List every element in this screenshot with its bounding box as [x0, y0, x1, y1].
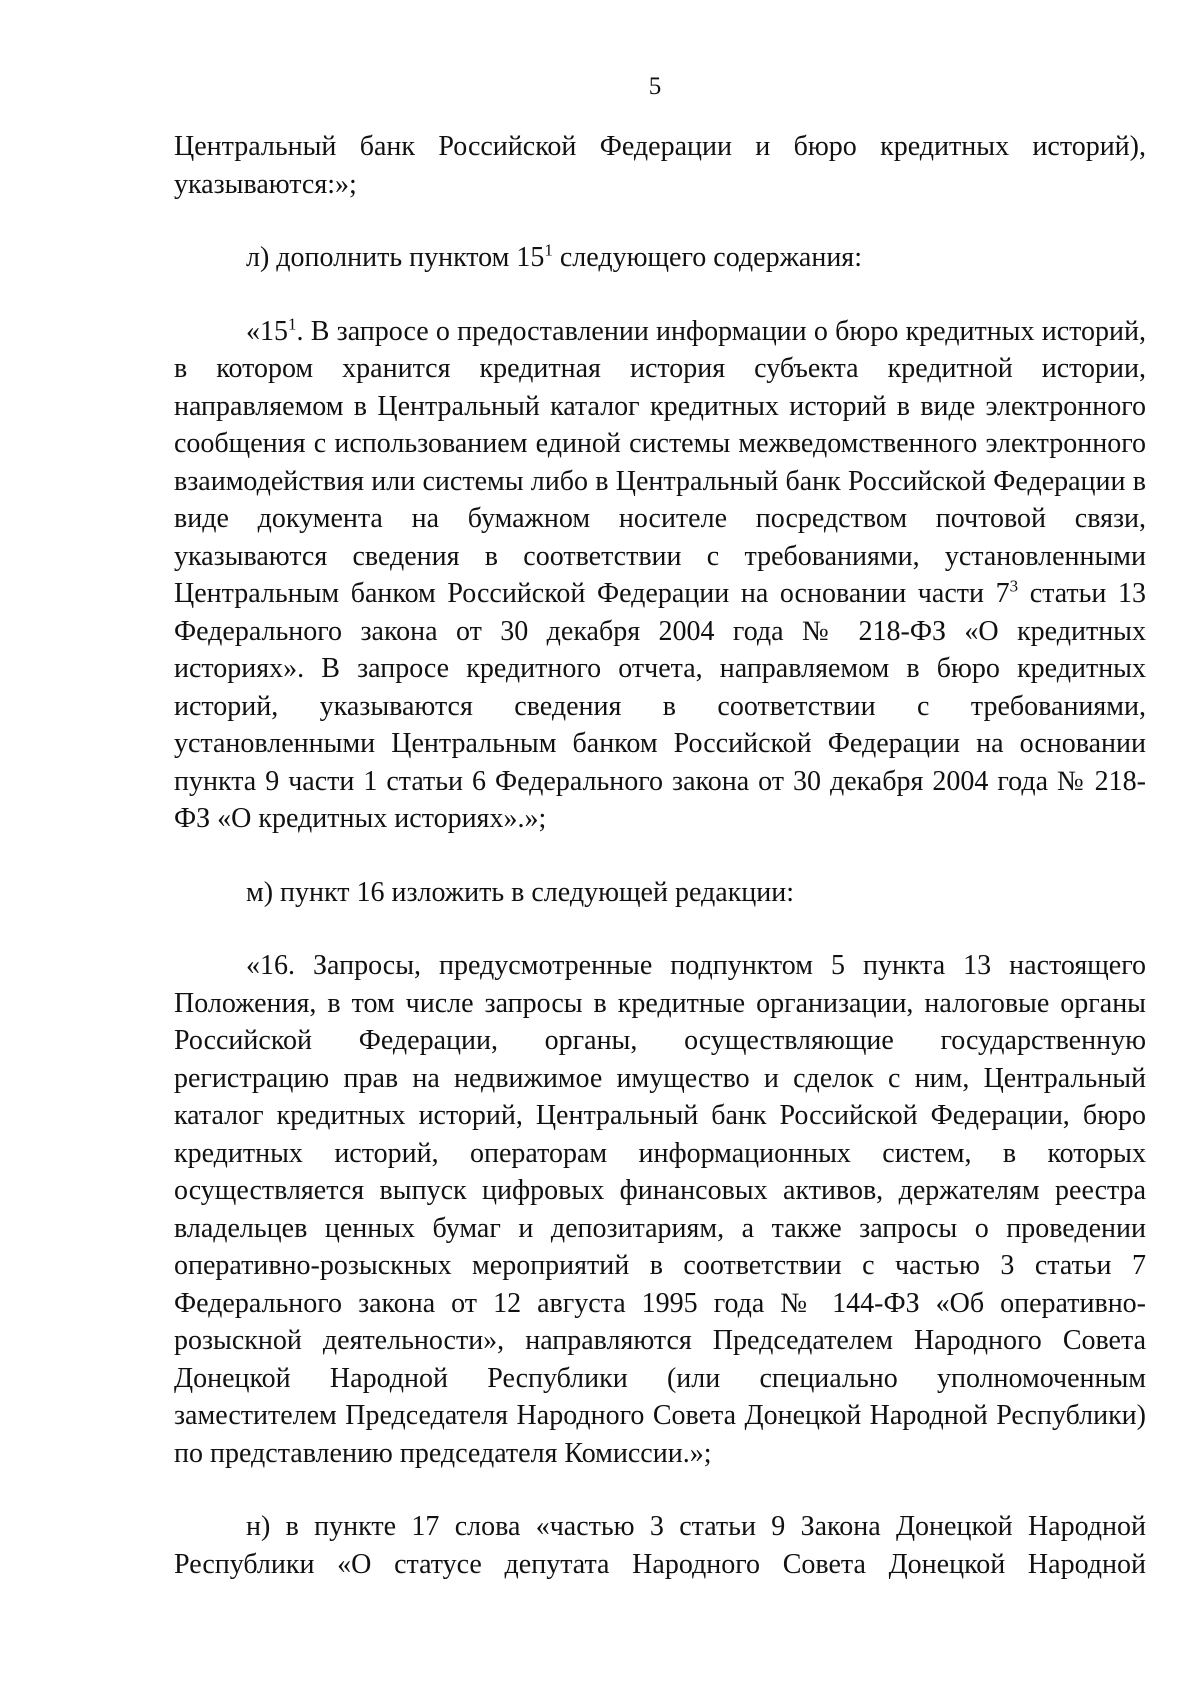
paragraph-point-16: «16. Запросы, предусмотренные подпунктом 5 пункта 13 настоящего Положения, в том числе запросы в кредитные организации, налоговые органы Российской Федерации, органы, осуществляющие государственную регистрацию прав на недвижимое имущество и сделок с ним, Центральный каталог кредитных историй, Центральный банк Российской Федерации, бюро кредитных историй, операторам информационных систем, в которых осуществляется выпуск цифровых финансовых активов, держателям реестра владельцев ценных бумаг и депозитариям, а также запросы о проведении оперативно-розыскных мероприятий в соответствии с частью 3 статьи 7 Федерального закона от 12 августа 1995 года № 144-ФЗ «Об оперативно-розыскной деятельности», направляются Председателем Народного Совета Донецкой Народной Республики (или специально уполномоченным заместителем Председателя Народного Совета Донецкой Народной Республики) по представлению председателя Комиссии.»;: [174, 950, 1146, 1469]
document-body: [174, 128, 1146, 1583]
paragraph-continuation: Центральный банк Российской Федерации и бюро кредитных историй), указываются:»;: [174, 131, 1146, 200]
paragraph-gap: [174, 1472, 1146, 1508]
paragraph-gap: [174, 203, 1146, 239]
paragraph-gap: [174, 838, 1146, 874]
paragraph-text: следующего содержания:: [552, 242, 862, 273]
paragraph-text: . В запросе о предоставлении информации о бюро кредитных историй, в котором хранится кредитная история субъекта кредитной истории, направляемом в Центральный каталог кредитных историй в виде электронного сообщения с использованием единой системы межведомственного электронного взаимодействия или системы либо в Центральный банк Российской Федерации в виде документа на бумажном носителе посредством почтовой связи, указываются сведения в соответствии с требованиями, установленными Центральным банком Российской Федерации на основании части 7: [174, 315, 1146, 609]
paragraph-gap: [174, 911, 1146, 947]
paragraph-item-m: м) пункт 16 изложить в следующей редакции:: [246, 876, 795, 908]
paragraph-text: «15: [246, 315, 288, 347]
superscript: 1: [288, 314, 297, 334]
superscript: 3: [1009, 576, 1019, 596]
page-number: 5: [648, 73, 662, 100]
paragraph-item-n: н) в пункте 17 слова «частью 3 статьи 9 Закона Донецкой Народной Республики «О статусе депутата Народного Совета Донецкой Народной: [174, 1511, 1146, 1580]
paragraph-text: статьи 13 Федерального закона от 30 декабря 2004 года № 218-ФЗ «О кредитных историях». В запросе кредитного отчета, направляемом в бюро кредитных историй, указываются сведения в соответствии с требованиями, установленными Центральным банком Российской Федерации на основании пункта 9 части 1 статьи 6 Федерального закона от 30 декабря 2004 года № 218-ФЗ «О кредитных историях».»;: [174, 578, 1146, 834]
superscript: 1: [544, 240, 553, 260]
paragraph-point-15-1: [174, 313, 1146, 838]
paragraph-text: л) дополнить пунктом 15: [246, 242, 545, 273]
paragraph-gap: [174, 277, 1146, 313]
paragraph-item-l: [174, 239, 1146, 277]
